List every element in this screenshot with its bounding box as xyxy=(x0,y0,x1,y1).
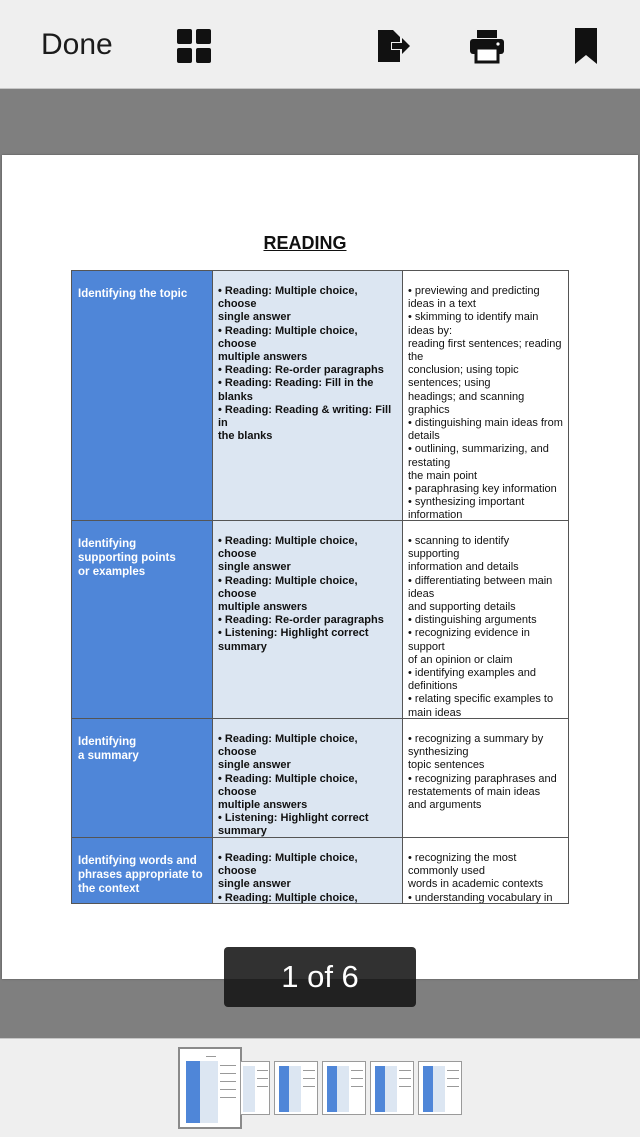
page-heading: READING xyxy=(263,233,347,253)
done-button[interactable]: Done xyxy=(41,28,113,61)
table-row xyxy=(72,719,568,838)
skill-cell: Identifying a summary xyxy=(72,719,213,837)
skill-cell: Identifying the topic xyxy=(72,271,213,520)
document-page xyxy=(2,155,638,979)
page-thumbnail[interactable] xyxy=(370,1061,414,1115)
skills-table xyxy=(71,270,569,904)
strategy-cell: • scanning to identify supporting information and details • differentiating between main ideas and supporting details • distinguishing arguments • recognizing evidence in support of an opinion or claim • identifying examples and definitions • relating specific examples to main ideas xyxy=(403,521,568,718)
strategy-cell: • previewing and predicting ideas in a text • skimming to identify main ideas by: reading first sentences; reading the conclusion; using topic sentences; using headings; and scanning graphics • distinguishing main ideas from details • outlining, summarizing, and restating the main point • paraphrasing key information • synthesizing important information xyxy=(403,271,568,520)
strategy-cell: • recognizing a summary by synthesizing topic sentences • recognizing paraphrases and restatements of main ideas and arguments xyxy=(403,719,568,837)
top-toolbar xyxy=(0,0,640,89)
thumbnail-strip xyxy=(0,1038,640,1137)
page-indicator: 1 of 6 xyxy=(224,947,416,1007)
table-row xyxy=(72,271,568,521)
table-row xyxy=(72,521,568,719)
page-thumbnail[interactable] xyxy=(274,1061,318,1115)
task-cell: • Reading: Multiple choice, choose single answer • Reading: Multiple choice, choose multiple answers • Reading: Re-order paragraphs • Listening: Highlight correct summary xyxy=(213,521,403,718)
task-cell: • Reading: Multiple choice, choose single answer • Reading: Multiple choice, xyxy=(213,838,403,904)
grid-icon[interactable] xyxy=(176,28,212,64)
page-thumbnail[interactable] xyxy=(322,1061,366,1115)
page-thumbnail[interactable] xyxy=(240,1061,270,1115)
page-thumbnail[interactable] xyxy=(418,1061,462,1115)
share-icon[interactable] xyxy=(374,28,410,64)
page-thumbnail[interactable] xyxy=(178,1047,242,1129)
bookmark-icon[interactable] xyxy=(568,28,604,64)
strategy-cell: • recognizing the most commonly used words in academic contexts • understanding vocabulary in xyxy=(403,838,568,904)
task-cell: • Reading: Multiple choice, choose single answer • Reading: Multiple choice, choose multiple answers • Reading: Re-order paragraphs • Reading: Reading: Fill in the blanks • Reading: Reading & writing: Fill in the blanks xyxy=(213,271,403,520)
table-row xyxy=(72,838,568,904)
print-icon[interactable] xyxy=(469,28,505,64)
skill-cell: Identifying words and phrases appropriate to the context xyxy=(72,838,213,904)
skill-cell: Identifying supporting points or examples xyxy=(72,521,213,718)
task-cell: • Reading: Multiple choice, choose single answer • Reading: Multiple choice, choose multiple answers • Listening: Highlight correct summary xyxy=(213,719,403,837)
